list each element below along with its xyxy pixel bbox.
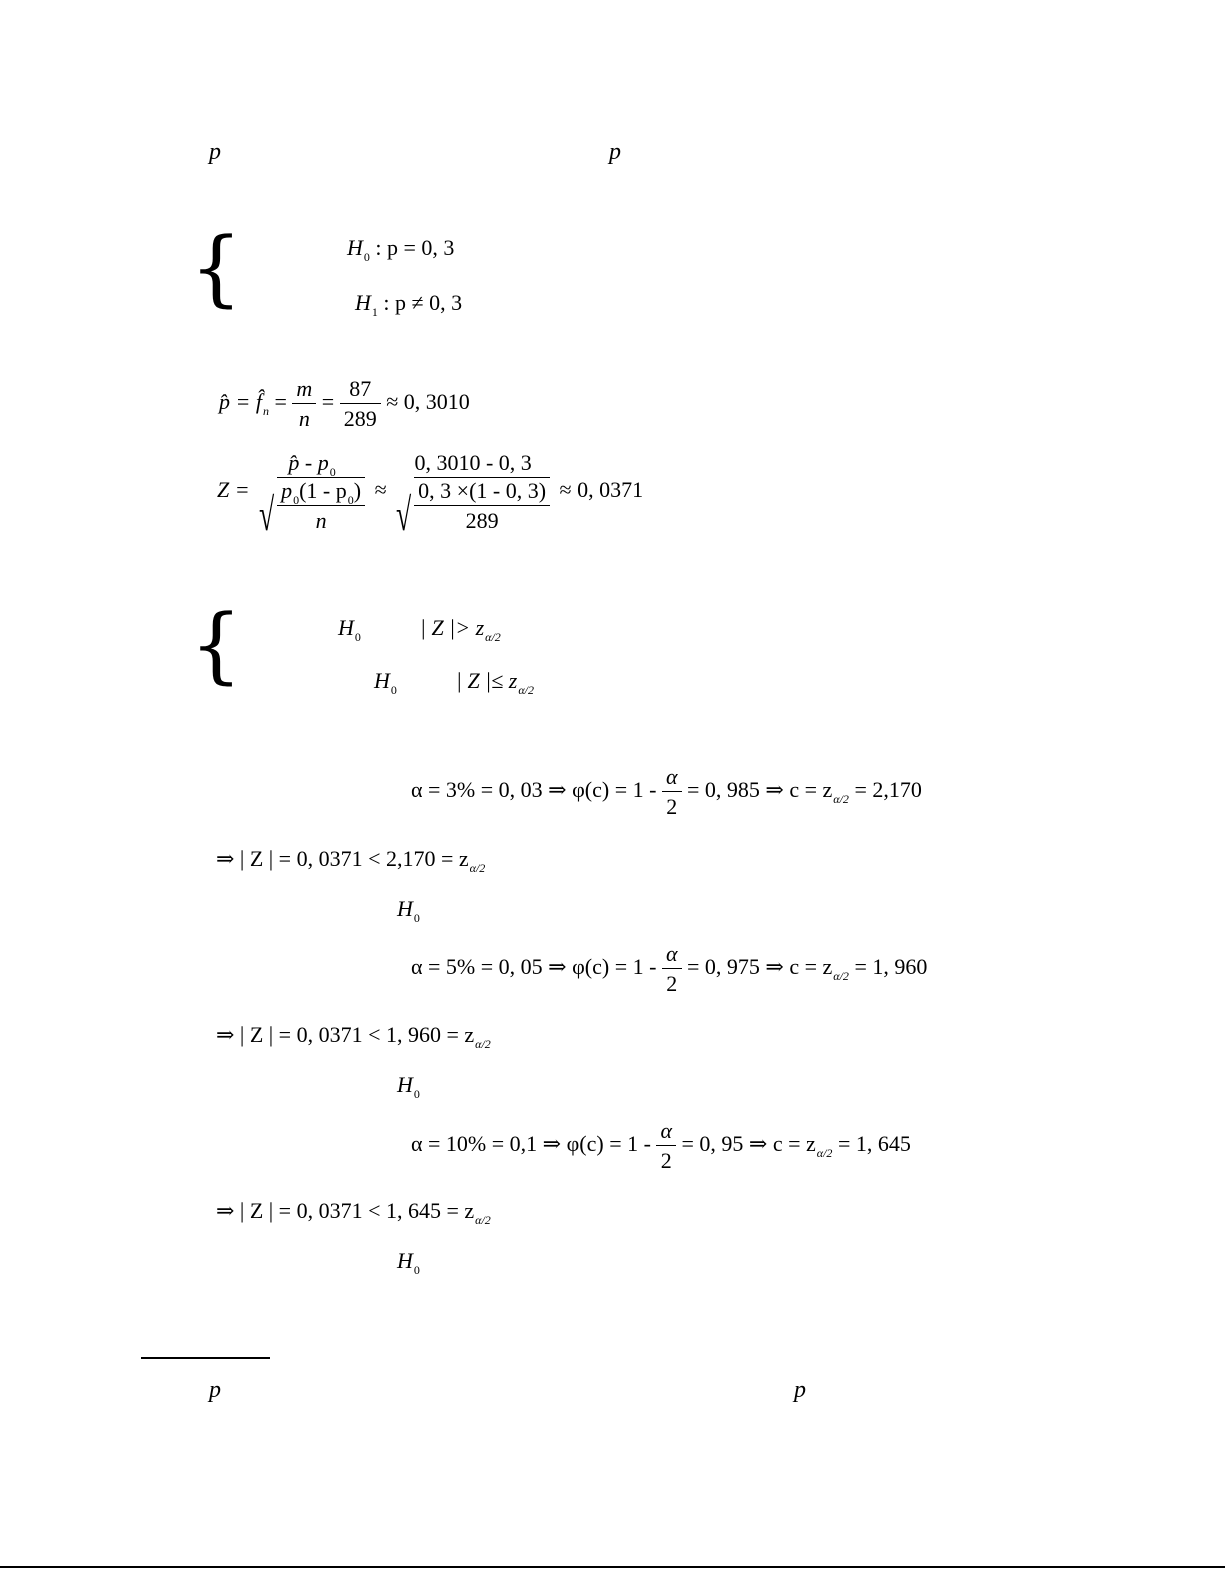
statistic-formula: Z = p̂ - $p_0$ √ $\frac{p_0(1 - p_0)}{n}$ ≈ 0, 3010 - 0, 3 √ $\frac{0, 3 \times(1 - 0, 3)}{289}$ ≈ 0, 0371 (217, 450, 644, 540)
case-5-alpha-line: α = 5% = 0, 05 ⇒ φ(c) = 1 - $\frac{\alpha}{2}$ = 0, 975 ⇒ $c = z_{\alpha/2} = 1$, 960 (411, 941, 928, 996)
statistic-fraction-values: 0, 3010 - 0, 3 √ $\frac{0, 3 \times(1 - 0, 3)}{289}$ (392, 452, 554, 532)
intro-p-symbol-2: p (609, 139, 621, 165)
case-10-alpha-line: α = 10% = 0,1 ⇒ φ(c) = 1 - $\frac{\alpha}{2}$ = 0, 95 ⇒ $c = z_{\alpha/2} = 1$, 645 (411, 1118, 911, 1173)
decision-rule-accept: $H_0$ | Z |≤ $z_{\alpha/2}$ (374, 668, 534, 697)
case-3-compare: ⇒ | Z | = 0, $0371 < 2,170 = z_{\alpha/2}$ (216, 846, 486, 875)
case-10-conclusion-h0: $H_0$ (397, 1248, 420, 1277)
statistic-sqrt-values: √ $\frac{0, 3 \times(1 - 0, 3)}{289}$ (396, 477, 550, 532)
decision-rule-brace: { (190, 598, 243, 693)
footnote-p-symbol-1: p (209, 1377, 221, 1403)
case-5-compare: ⇒ | Z | = 0, 0371 < 1, $960 = z_{\alpha/2}$ (216, 1022, 491, 1051)
decision-rule-reject: $H_0$ | Z |> $z_{\alpha/2}$ (338, 615, 501, 644)
hypotheses-brace: { (190, 221, 243, 316)
case-3-alpha-line: α = 3% = 0, 03 ⇒ φ(c) = 1 - $\frac{\alpha}{2}$ = 0, 985 ⇒ $c = z_{\alpha/2} = 2,170$ (411, 764, 922, 819)
case-3-conclusion-h0: $H_0$ (397, 896, 420, 925)
intro-p-symbol-1: p (209, 139, 221, 165)
statistic-sqrt-symbolic: √ $\frac{p_0(1 - p_0)}{n}$ (259, 477, 365, 532)
statistic-fraction-symbolic: p̂ - $p_0$ √ $\frac{p_0(1 - p_0)}{n}$ (255, 452, 369, 532)
estimate-fraction-values: $\frac{87}{289}$ (340, 378, 381, 430)
case-10-compare: ⇒ | Z | = 0, 0371 < 1, $645 = z_{\alpha/2}$ (216, 1198, 491, 1227)
footnote-p-symbol-2: p (794, 1377, 806, 1403)
hypothesis-h1: $H_1$ : p ≠ 0, 3 (355, 290, 463, 319)
page-bottom-border (0, 1566, 1225, 1568)
estimate-formula: p̂ = $f̂_n$ = $\frac{m}{n}$ = $\frac{87}{289}$ ≈ 0, 3010 (219, 376, 470, 431)
estimate-fraction-mn: $\frac{m}{n}$ (292, 378, 316, 430)
footnote-separator (141, 1357, 270, 1359)
hypothesis-h0: $H_0$ : p = 0, 3 (347, 235, 455, 264)
case-5-conclusion-h0: $H_0$ (397, 1072, 420, 1101)
